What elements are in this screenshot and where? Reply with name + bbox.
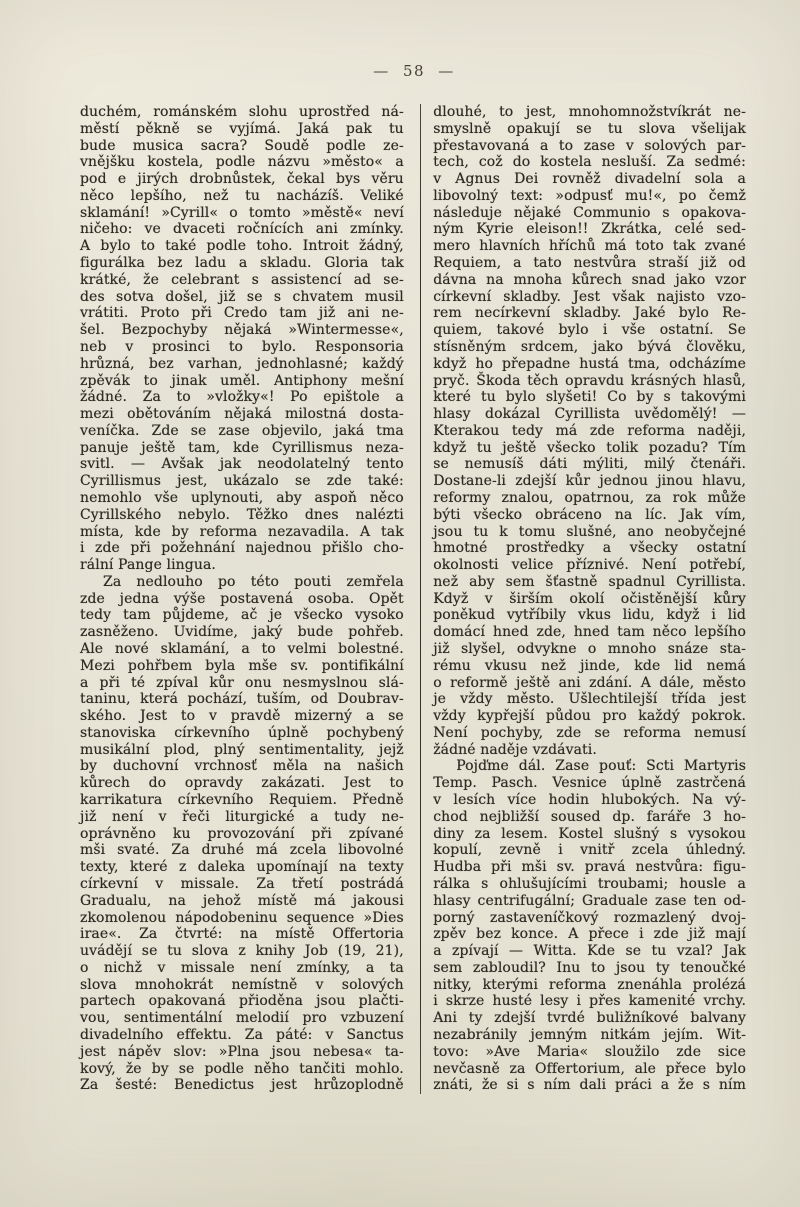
text-line: zasněženo. Uvidíme, jaký bude pohřeb. xyxy=(80,624,404,641)
text-line: neb v prosinci to bylo. Responsoria xyxy=(80,338,404,355)
text-line: církevní skladby. Jest však najisto vzo- xyxy=(433,288,746,305)
text-line: stanoviska církevního úplně pochybený xyxy=(80,724,404,741)
text-line: sem zabloudil? Inu to jsou ty tenoučké xyxy=(433,959,746,976)
text-line: divadelního effektu. Za páté: v Sanctus xyxy=(80,1026,404,1043)
text-line: Ani ty zdejší tvrdé buližníkové balvany xyxy=(433,1010,746,1027)
left-column xyxy=(80,104,404,1094)
text-line: mezi obětováním nějaká milostná dosta- xyxy=(80,406,404,423)
text-line: zpěvák to jinak uměl. Antiphony mešní xyxy=(80,372,404,389)
text-line: A bylo to také podle toho. Introit žádný, xyxy=(80,238,404,255)
text-line: porný zastaveníčkový rozmazlený dvoj- xyxy=(433,909,746,926)
text-line: se nemusíš dáti mýliti, milý čtenáři. xyxy=(433,456,746,473)
text-line: ničeho: ve dvaceti ročnících ani zmínky. xyxy=(80,221,404,238)
text-line: poněkud vytříbily vkus lidu, když i lid xyxy=(433,607,746,624)
text-line: a při té zpíval kůr onu nesmyslnou slá- xyxy=(80,674,404,691)
text-line: nevčasně za Offertorium, ale přece bylo xyxy=(433,1060,746,1077)
text-line: pod e jirých drobnůstek, čekal bys věru xyxy=(80,171,404,188)
text-line: šel. Bezpochyby nějaká »Wintermesse«, xyxy=(80,322,404,339)
text-line: Mezi pohřbem byla mše sv. pontifikální xyxy=(80,657,404,674)
text-line: zde jedna výše postavená osoba. Opět xyxy=(80,590,404,607)
paragraph xyxy=(433,104,746,758)
text-line: žádné naděje vzdávati. xyxy=(433,741,597,758)
text-line: i zde při požehnání najednou přišlo cho- xyxy=(80,540,404,557)
text-line: když tu ještě všecko tolik pozadu? Tím xyxy=(433,439,746,456)
text-line: Cyrillského nebylo. Těžko dnes nalézti xyxy=(80,506,404,523)
text-line: duchém, románském slohu uprostřed ná- xyxy=(80,104,404,120)
text-line: následuje nějaké Communio s opakova- xyxy=(433,204,746,221)
paragraph xyxy=(80,574,404,1094)
text-line: nemohlo vše uplynouti, aby aspoň něco xyxy=(80,489,404,506)
text-line: místa, kde by reforma nezavadila. A tak xyxy=(80,523,404,540)
text-line: rému vkusu než jinde, kde lid nemá xyxy=(433,657,746,674)
column-divider-rule xyxy=(420,104,421,1094)
right-column xyxy=(433,104,746,1094)
text-line: Requiem, a tato nestvůra straší již od xyxy=(433,255,746,272)
text-line: Za šesté: Benedictus jest hrůzoplodně xyxy=(80,1077,404,1094)
text-line: libovolný text: »odpusť mu!«, po čemž xyxy=(433,187,746,204)
text-line: Pojďme dál. Zase pouť: Scti Martyris xyxy=(456,758,746,775)
text-line: slova mnohokrát nemístně v solových xyxy=(80,976,404,993)
text-line: ského. Jest to v pravdě mizerný a se xyxy=(80,708,404,725)
text-line: vždy kypřejší půdou pro každý pokrok. xyxy=(433,708,746,725)
text-line: než aby sem šťastně spadnul Cyrillista. xyxy=(433,573,746,590)
text-line: hmotné prostředky a všecky ostatní xyxy=(433,540,746,557)
text-line: chod nejbližší soused dp. faráře 3 ho- xyxy=(433,808,746,825)
text-line: kový, že by se podle něho tančiti mohlo. xyxy=(80,1060,404,1077)
text-line: nezabránily jemným nitkám jejím. Wit- xyxy=(433,1026,746,1043)
text-line: rem necírkevní skladby. Jaké bylo Re- xyxy=(433,305,746,322)
text-line: a zpívají — Witta. Kde se tu vzal? Jak xyxy=(433,943,746,960)
text-line: Ale nové sklamání, a to velmi bolestné. xyxy=(80,641,404,657)
text-line: panuje ještě tam, kde Cyrillismus neza- xyxy=(80,439,404,456)
text-line: o nichž v missale není zmínky, a ta xyxy=(80,959,404,976)
text-line: Temp. Pasch. Vesnice úplně zastrčená xyxy=(433,775,746,792)
text-line: rální Pange lingua. xyxy=(80,557,216,574)
text-line: jsou tu k tomu slušné, ano neobyčejné xyxy=(433,523,746,540)
text-line: diny za lesem. Kostel slušný s vysokou xyxy=(433,825,746,842)
text-line: mero hlavních hříchů má toto tak zvané xyxy=(433,238,746,255)
text-line: i skrze husté lesy i přes kamenité vrchy. xyxy=(433,993,746,1010)
text-line: domácí hned zde, hned tam něco lepšího xyxy=(433,624,746,641)
text-line: vrátiti. Proto při Credo tam již ani ne- xyxy=(80,305,404,322)
text-line: sklamání! »Cyrill« o tomto »městě« neví xyxy=(80,204,404,221)
text-line: Když v širším okolí očistěnější kůry xyxy=(433,590,746,607)
text-line: znáti, že si s ním dali práci a že s ním xyxy=(433,1077,746,1094)
text-line: Hudba při mši sv. pravá nestvůra: figu- xyxy=(433,859,746,876)
text-line: svitl. — Avšak jak neodolatelný tento xyxy=(80,456,404,473)
paragraph xyxy=(80,104,404,574)
text-line: hrůzná, bez varhan, jednohlasné; každý xyxy=(80,355,404,372)
text-line: zkomolenou nápodobeninu sequence »Dies xyxy=(80,909,404,926)
text-line: by duchovní vrchnosť měla na našich xyxy=(80,758,404,775)
text-line: Není pochyby, zde se reforma nemusí xyxy=(433,724,746,741)
text-line: irae«. Za čtvrté: na místě Offertoria xyxy=(80,926,404,943)
text-line: Kterakou tedy má zde reforma naději, xyxy=(433,422,746,439)
text-line: v Agnus Dei rovněž divadelní sola a xyxy=(433,171,746,188)
text-line: zpěv bez konce. A přece i zde již mají xyxy=(433,926,746,943)
text-line: krátké, že celebrant s assistencí ad se- xyxy=(80,271,404,288)
text-line: bude musica sacra? Soudě podle ze- xyxy=(80,137,404,154)
text-line: tech, což do kostela nesluší. Za sedmé: xyxy=(433,154,746,171)
paragraph xyxy=(433,758,746,1094)
text-line: rálka s ohlušujícími troubami; housle a xyxy=(433,875,746,892)
text-line: dávna na mnoha kůrech snad jako vzor xyxy=(433,271,746,288)
text-line: Dostane-li zdejší kůr jednou jinou hlavu, xyxy=(433,473,746,490)
text-line: stísněným srdcem, jako bývá člověku, xyxy=(433,338,746,355)
text-line: oprávněno ku provozování při zpívané xyxy=(80,825,404,842)
text-line: quiem, takové bylo i vše ostatní. Se xyxy=(433,322,746,339)
text-line: hlasy centrifugální; Graduale zase ten od- xyxy=(433,892,746,909)
text-line: kůrech do opravdy zakázati. Jest to xyxy=(80,775,404,792)
text-line: ným Kyrie eleison!! Zkrátka, celé sed- xyxy=(433,221,746,238)
text-line: přestavovaná a to zase v solových par- xyxy=(433,137,746,154)
text-line: o reformě ještě ani zdání. A dále, město xyxy=(433,674,746,691)
text-line: dlouhé, to jest, mnohomnožstvíkrát ne- xyxy=(433,104,746,120)
text-line: vnějšku kostela, podle názvu »město« a xyxy=(80,154,404,171)
text-line: veníčka. Zde se zase objevilo, jaká tma xyxy=(80,422,404,439)
text-line: pryč. Škoda těch opravdu krásných hlasů, xyxy=(433,372,746,389)
text-line: je vždy město. Ušlechtilejší třída jest xyxy=(433,691,746,708)
text-line: texty, které z daleka upomínají na texty xyxy=(80,859,404,876)
text-line: Cyrillismus jest, ukázalo se zde také: xyxy=(80,473,404,490)
text-line: býti všecko obráceno na líc. Jak vím, xyxy=(433,506,746,523)
text-line: uvádějí se tu slova z knihy Job (19, 21), xyxy=(80,943,404,960)
text-line: hlasy dokázal Cyrillista uvědomělý! — xyxy=(433,406,746,423)
text-line: již není v řeči liturgické a tudy ne- xyxy=(80,808,404,825)
text-line: partech opakovaná přioděna jsou plačti- xyxy=(80,993,404,1010)
text-block xyxy=(80,104,746,1094)
text-line: Za nedlouho po této pouti zemřela xyxy=(103,573,404,590)
text-line: figurálka bez ladu a skladu. Gloria tak xyxy=(80,255,404,272)
text-line: okolnosti velice příznivé. Není potřebí, xyxy=(433,557,746,574)
text-line: žádné. Za to »vložky«! Po epištole a xyxy=(80,389,404,406)
text-line: Gradualu, na jehož místě má jakousi xyxy=(80,892,404,909)
text-line: vou, sentimentální melodií pro vzbuzení xyxy=(80,1010,404,1027)
text-line: smyslně opakují se tu slova všelijak xyxy=(433,120,746,137)
text-line: městí pěkně se vyjímá. Jaká pak tu xyxy=(80,120,404,137)
page-number: — 58 — xyxy=(373,62,455,80)
text-line: musikální plod, plný sentimentality, jejž xyxy=(80,741,404,758)
text-line: když ho přepadne hustá tma, odcházíme xyxy=(433,355,746,372)
text-line: církevní v missale. Za třetí postrádá xyxy=(80,875,404,892)
text-line: mši svaté. Za druhé má zcela libovolné xyxy=(80,842,404,859)
text-line: v lesích více hodin hlubokých. Na vý- xyxy=(433,792,746,809)
text-line: jest nápěv slov: »Plna jsou nebesa« ta- xyxy=(80,1043,404,1060)
text-line: které tu bylo slyšeti! Co by s takovými xyxy=(433,389,746,406)
text-line: karrikatura církevního Requiem. Předně xyxy=(80,792,404,809)
text-line: tedy tam půjdeme, ač je všecko vysoko xyxy=(80,607,404,624)
text-line: taninu, která pochází, tuším, od Doubrav- xyxy=(80,691,404,708)
text-line: něco lepšího, než tu nacházíš. Veliké xyxy=(80,187,404,204)
text-line: reformy znalou, opatrnou, za rok může xyxy=(433,489,746,506)
text-line: tovo: »Ave Maria« sloužilo zde sice xyxy=(433,1043,746,1060)
text-line: kopulí, zevně i vnitř zcela úhledný. xyxy=(433,842,746,859)
text-line: nitky, kterými reforma znenáhla prolézá xyxy=(433,976,746,993)
text-line: již slyšel, odvykne o mnoho snáze sta- xyxy=(433,641,746,657)
text-line: des sotva došel, již se s chvatem musil xyxy=(80,288,404,305)
